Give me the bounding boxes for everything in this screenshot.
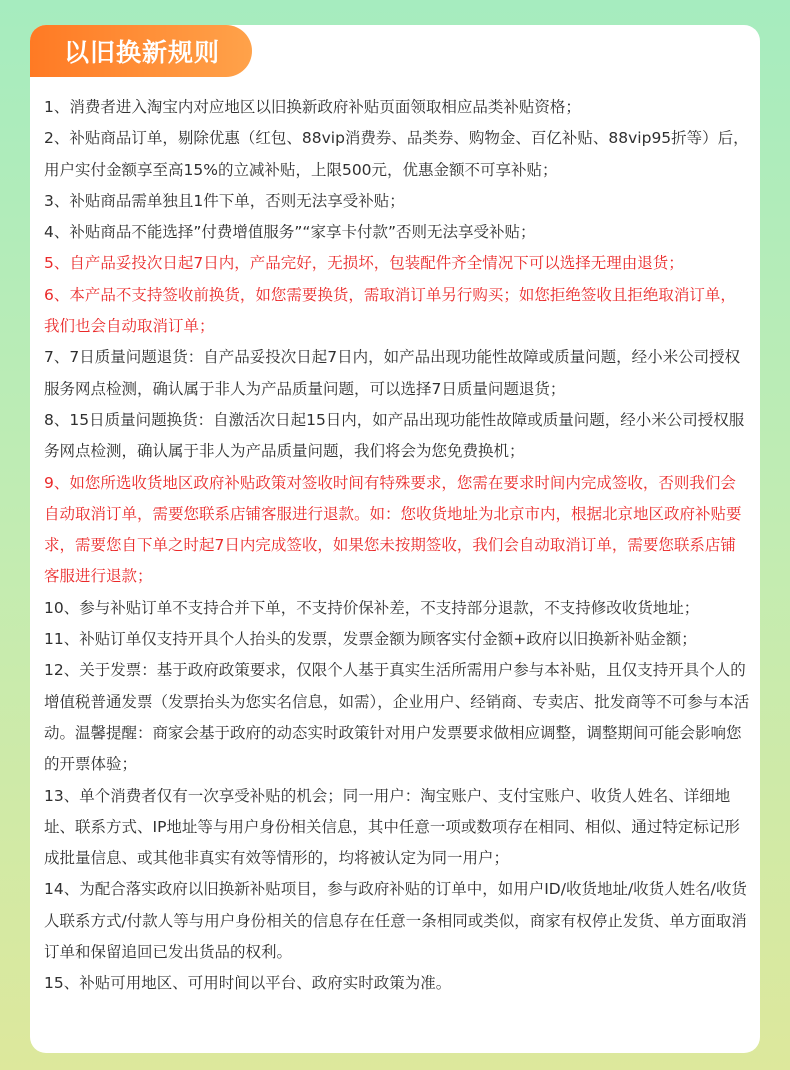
rule-item-7: 7、7日质量问题退货：自产品妥投次日起7日内，如产品出现功能性故障或质量问题，经小米公司授权服务网点检测，确认属于非人为产品质量问题，可以选择7日质量问题退货；	[44, 348, 741, 398]
rule-item-6: 6、本产品不支持签收前换货，如您需要换货，需取消订单另行购买；如您拒绝签收且拒绝取消订单，我们也会自动取消订单；	[44, 285, 736, 336]
page-title: 以旧换新规则	[30, 25, 252, 77]
rule-item-8: 8、15日质量问题换货：自激活次日起15日内，如产品出现功能性故障或质量问题，经小米公司授权服务网点检测，确认属于非人为产品质量问题，我们将会为您免费换机；	[44, 410, 745, 461]
rule-item-14: 14、为配合落实政府以旧换新补贴项目，参与政府补贴的订单中，如用户ID/收货地址/收货人姓名/收货人联系方式/付款人等与用户身份相关的信息存在任意一条相同或类似，商家有权停止发货、单方面取消订单和保留追回已发出货品的权利。	[44, 880, 747, 962]
rule-item-5: 5、自产品妥投次日起7日内，产品完好，无损坏，包装配件齐全情况下可以选择无理由退货；	[44, 254, 684, 273]
rule-item-11: 11、补贴订单仅支持开具个人抬头的发票，发票金额为顾客实付金额+政府以旧换新补贴金额；	[44, 630, 697, 649]
rule-item-9: 9、如您所选收货地区政府补贴政策对签收时间有特殊要求，您需在要求时间内完成签收，否则我们会自动取消订单，需要您联系店铺客服进行退款。如：您收货地址为北京市内，根据北京地区政府补贴要求，需要您自下单之时起7日内完成签收，如果您未按期签收，我们会自动取消订单，需要您联系店铺客服进行退款；	[44, 473, 742, 586]
rules-list	[44, 92, 750, 1000]
rule-item-13: 13、单个消费者仅有一次享受补贴的机会；同一用户：淘宝账户、支付宝账户、收货人姓名、详细地址、联系方式、IP地址等与用户身份相关信息，其中任意一项或数项存在相同、相似、通过特定标记形成批量信息、或其他非真实有效等情形的，均将被认定为同一用户；	[44, 786, 740, 868]
rule-item-15: 15、补贴可用地区、可用时间以平台、政府实时政策为准。	[44, 974, 452, 993]
rule-item-4: 4、补贴商品不能选择”付费增值服务”“家享卡付款”否则无法享受补贴；	[44, 223, 536, 242]
rule-item-2: 2、补贴商品订单，剔除优惠（红包、88vip消费券、品类券、购物金、百亿补贴、88vip95折等）后，用户实付金额享至高15%的立减补贴，上限500元，优惠金额不可享补贴；	[44, 129, 749, 179]
rule-item-1: 1、消费者进入淘宝内对应地区以旧换新政府补贴页面领取相应品类补贴资格；	[44, 98, 581, 116]
rule-item-12: 12、关于发票：基于政府政策要求，仅限个人基于真实生活所需用户参与本补贴，且仅支持开具个人的增值税普通发票（发票抬头为您实名信息，如需），企业用户、经销商、专卖店、批发商等不可参与本活动。温馨提醒：商家会基于政府的动态实时政策针对用户发票要求做相应调整，调整期间可能会影响您的开票体验；	[44, 661, 750, 774]
rule-item-3: 3、补贴商品需单独且1件下单，否则无法享受补贴；	[44, 191, 405, 210]
rule-item-10: 10、参与补贴订单不支持合并下单，不支持价保补差，不支持部分退款，不支持修改收货地址；	[44, 598, 700, 617]
